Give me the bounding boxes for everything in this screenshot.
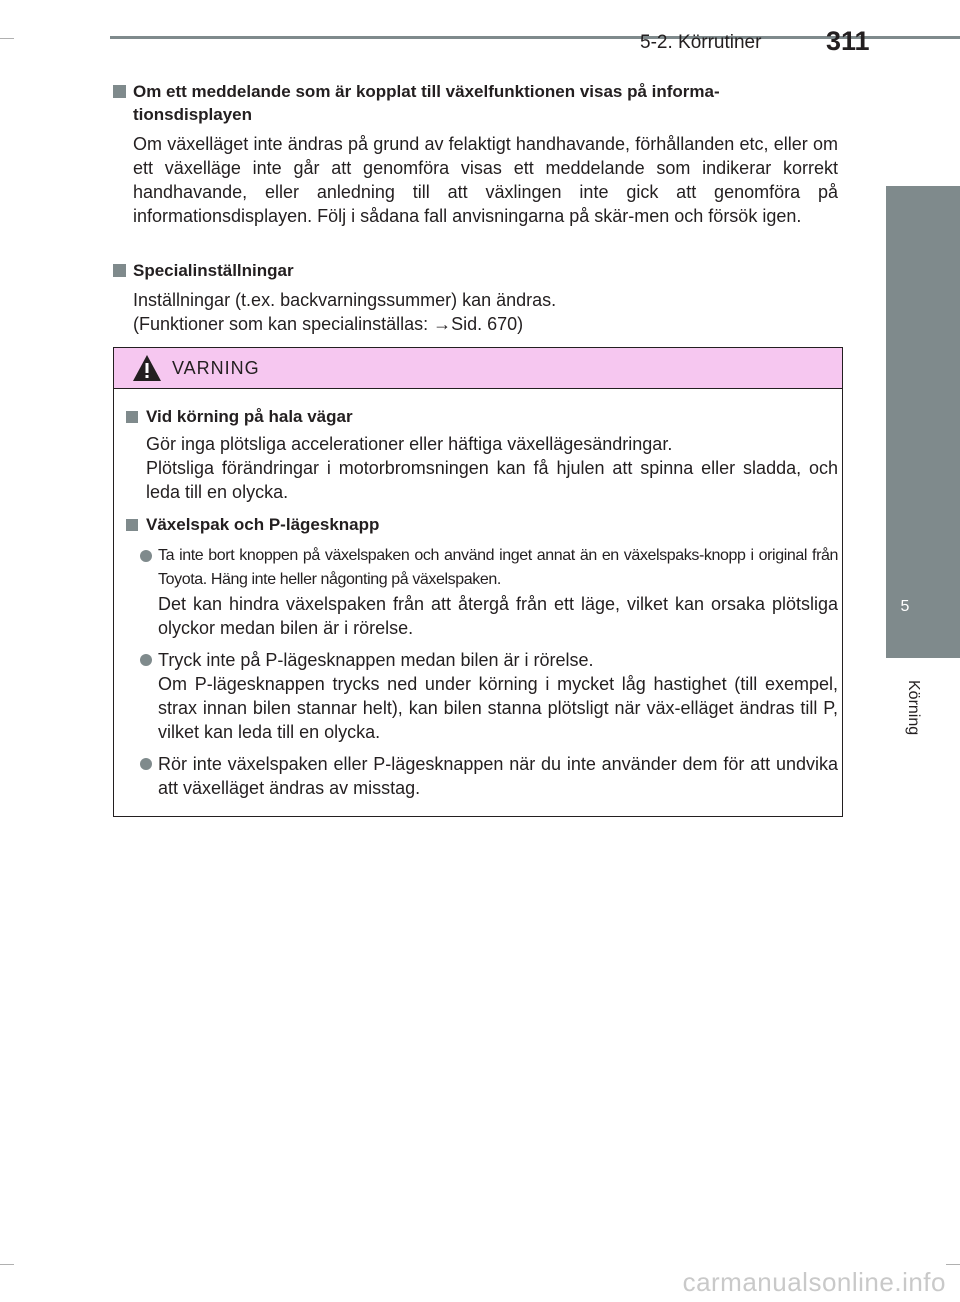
warning-bullet-line: Ta inte bort knoppen på växelspaken och använd inget annat än en växelspaks-knopp i original från Toyota. Häng inte heller någonting på växelspaken. bbox=[158, 547, 838, 588]
section-heading bbox=[113, 259, 838, 282]
warning-item-body bbox=[126, 432, 838, 504]
round-bullet-icon bbox=[140, 758, 152, 770]
page-number: 311 bbox=[826, 26, 870, 56]
warning-item-heading bbox=[126, 406, 838, 428]
side-tab-chapter-label: Körning bbox=[905, 680, 922, 736]
section-body: Om växelläget inte ändras på grund av felaktigt handhavande, förhållanden etc, eller om ett växelläge inte går att genomföra visas ett meddelande som indikerar korrekt handhavande, eller anledning till att växlingen inte gick att genomföra på informationsdisplayen. Följ i sådana fall anvisningarna på skär-men och försök igen. bbox=[133, 134, 838, 226]
square-bullet-icon bbox=[113, 264, 126, 277]
section-body-line: (Funktioner som kan specialinställas: →Sid. 670) bbox=[133, 314, 524, 334]
section-message-display bbox=[113, 80, 838, 228]
round-bullet-icon bbox=[140, 550, 152, 562]
warning-body-line: Gör inga plötsliga accelerationer eller häftiga växellägesändringar. bbox=[146, 434, 673, 454]
warning-item-heading-text: Vid körning på hala vägar bbox=[146, 407, 353, 426]
side-tab-chapter-number: 5 bbox=[900, 598, 910, 615]
section-body bbox=[113, 288, 838, 336]
warning-box bbox=[113, 347, 843, 817]
warning-body-line: Plötsliga förändringar i motorbromsningen kan få hjulen att spinna eller sladda, och leda till en olycka. bbox=[146, 458, 838, 502]
watermark: carmanualsonline.info bbox=[682, 1267, 946, 1297]
warning-item-heading bbox=[126, 514, 838, 536]
warning-bullet-line: Rör inte växelspaken eller P-lägesknappen när du inte använder dem för att undvika att växelläget ändras av misstag. bbox=[158, 754, 838, 798]
round-bullet-icon bbox=[140, 654, 152, 666]
warning-bullet bbox=[126, 752, 838, 800]
section-heading-text: Om ett meddelande som är kopplat till växelfunktionen visas på informa-tionsdisplayen bbox=[133, 82, 720, 124]
square-bullet-icon bbox=[126, 411, 138, 423]
warning-bullet-line: Tryck inte på P-lägesknappen medan bilen är i rörelse. bbox=[158, 650, 594, 670]
crop-mark bbox=[0, 38, 14, 39]
warning-bullet-line: Om P-lägesknappen trycks ned under körning i mycket låg hastighet (till exempel, strax innan bilen stannar helt), kan bilen stanna plötsligt när väx-elläget ändras till P, vilket kan leda till en olycka. bbox=[158, 674, 838, 742]
warning-item-heading-text: Växelspak och P-lägesknapp bbox=[146, 515, 380, 534]
warning-bullet bbox=[126, 648, 838, 744]
section-custom-settings bbox=[113, 259, 838, 336]
section-heading-text: Specialinställningar bbox=[133, 261, 294, 280]
warning-triangle-icon bbox=[132, 354, 162, 382]
warning-bullet bbox=[126, 544, 838, 640]
warning-item-shift-lever bbox=[126, 514, 838, 800]
chapter-title: 5-2. Körrutiner bbox=[640, 32, 762, 53]
warning-item-slippery-roads bbox=[126, 406, 838, 504]
crop-mark bbox=[946, 1264, 960, 1265]
section-heading bbox=[113, 80, 838, 126]
square-bullet-icon bbox=[113, 85, 126, 98]
warning-header bbox=[114, 348, 842, 389]
square-bullet-icon bbox=[126, 519, 138, 531]
section-body-line: Inställningar (t.ex. backvarningssummer) kan ändras. bbox=[133, 290, 557, 310]
warning-title: VARNING bbox=[172, 358, 260, 378]
side-tab-label-box bbox=[886, 660, 960, 780]
warning-bullet-line: Det kan hindra växelspaken från att återgå från ett läge, vilket kan orsaka plötsliga olyckor medan bilen är i rörelse. bbox=[158, 594, 838, 638]
crop-mark bbox=[0, 1264, 14, 1265]
